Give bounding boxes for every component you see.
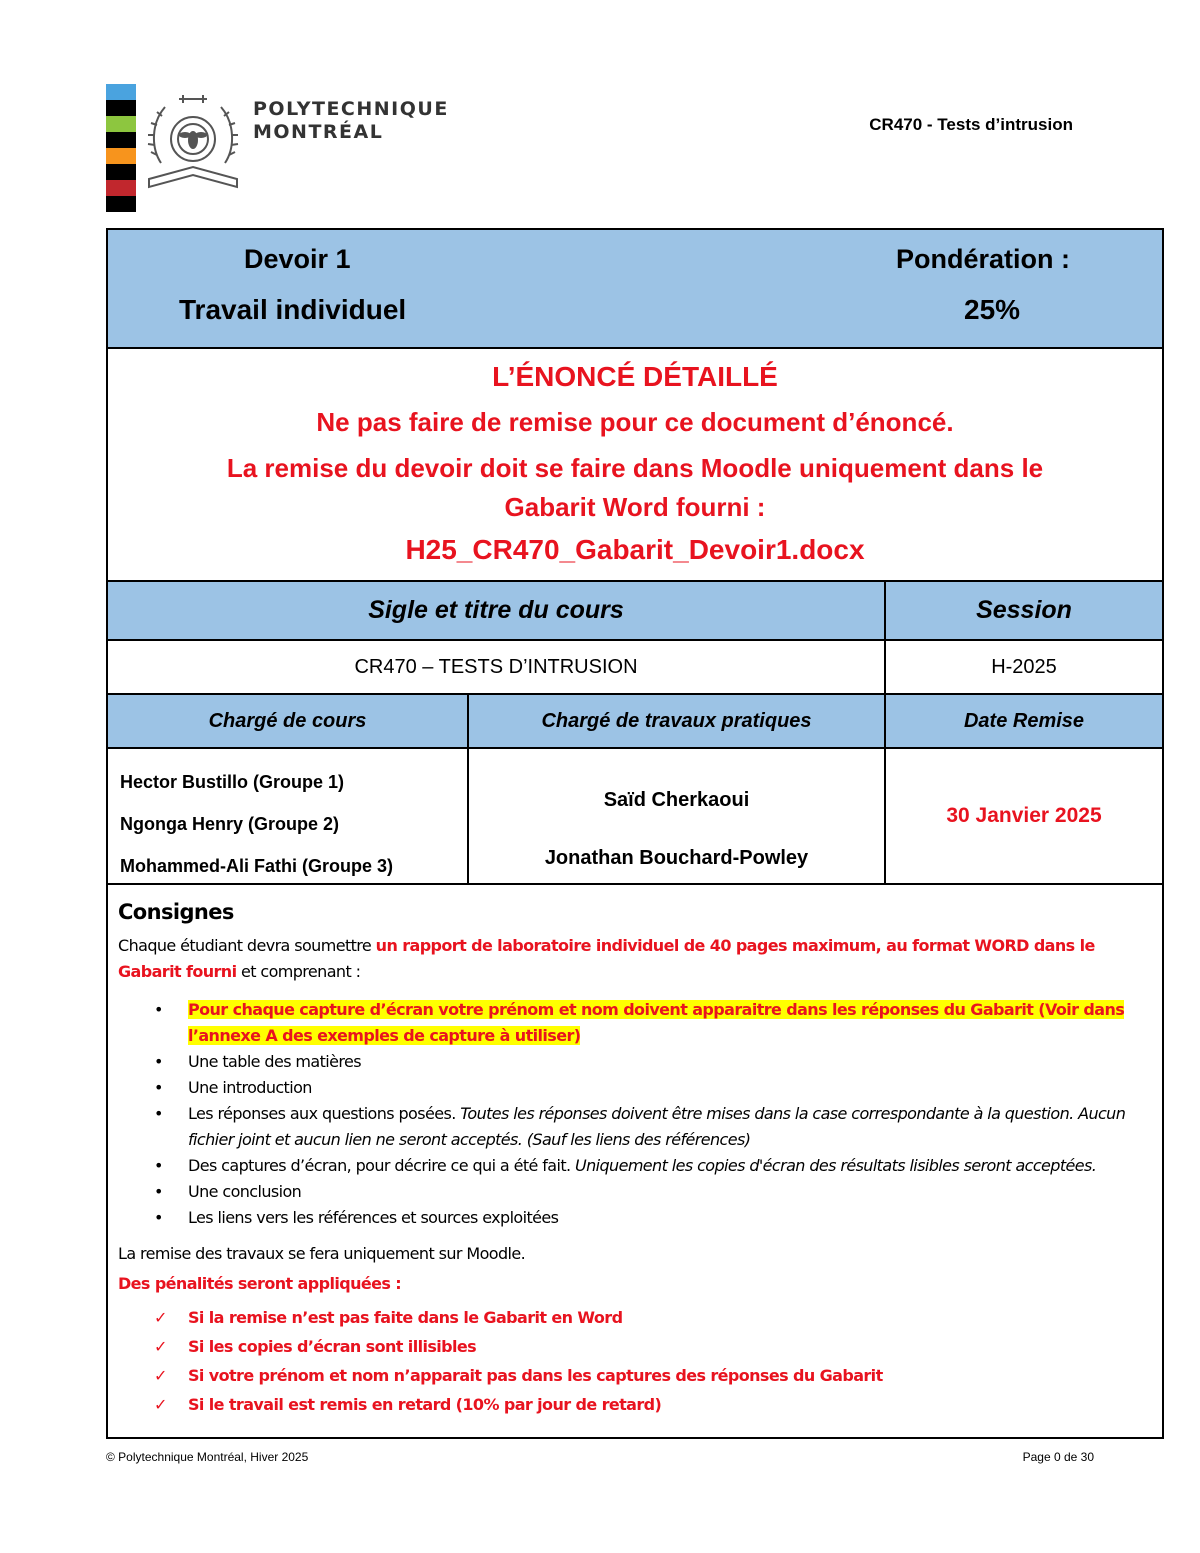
charge-cours-1: Hector Bustillo (Groupe 1): [120, 772, 345, 792]
footer-page-number: Page 0 de 30: [1022, 1450, 1094, 1464]
penalites-list: [118, 1303, 1154, 1419]
brand-name: [253, 98, 449, 144]
bullet-icon: •: [154, 1208, 163, 1227]
bullet-icon: •: [154, 1000, 163, 1019]
date-header: Date Remise: [963, 709, 1085, 732]
penalites-title: Des pénalités seront appliquées :: [118, 1274, 402, 1293]
item-text: Une conclusion: [188, 1182, 302, 1201]
charge-tp-1: Saïd Cherkaoui: [603, 789, 750, 811]
brand-line-1: POLYTECHNIQUE: [253, 98, 449, 120]
date-remise-value: 30 Janvier 2025: [946, 804, 1102, 827]
charge-cours-header: Chargé de cours: [108, 695, 469, 747]
ponderation-value: 25%: [964, 294, 1021, 325]
title-block: [108, 230, 1162, 349]
checkmark-icon: ✓: [154, 1308, 167, 1327]
enonce-moodle: La remise du devoir doit se faire dans Moodle uniquement dans le: [226, 453, 1044, 483]
intro-red: un rapport de laboratoire individuel de 40 pages maximum, au format WORD dans le Gabarit fourni: [118, 936, 1095, 981]
charge-cours-3: Mohammed-Ali Fathi (Groupe 3): [120, 856, 394, 876]
highlight-text: Pour chaque capture d’écran votre prénom et nom doivent apparaitre dans les réponses du Gabarit (Voir dans l’annexe A des exemples de capture à utiliser): [188, 1000, 1125, 1045]
item-text: Si le travail est remis en retard (10% par jour de retard): [188, 1395, 662, 1414]
item-text: Les liens vers les références et sources exploitées: [188, 1208, 559, 1227]
list-item: [118, 997, 1154, 1049]
list-item: [118, 1361, 1154, 1390]
staff-header-row: [108, 695, 1162, 749]
ponderation-label: Pondération :: [896, 244, 1070, 274]
bullet-icon: •: [154, 1104, 163, 1123]
assignment-table: [106, 228, 1164, 1439]
charge-tp-header: Chargé de travaux pratiques: [469, 695, 886, 747]
enonce-filename: H25_CR470_Gabarit_Devoir1.docx: [405, 534, 865, 565]
item-text: Une introduction: [188, 1078, 312, 1097]
list-item: [118, 1075, 1154, 1101]
consignes-block: [108, 885, 1162, 1437]
brand-line-2: MONTRÉAL: [253, 121, 384, 143]
item-text: Si votre prénom et nom n’apparait pas dans les captures des réponses du Gabarit: [188, 1366, 883, 1385]
enonce-gabarit: Gabarit Word fourni :: [504, 492, 766, 522]
list-item: [118, 1205, 1154, 1231]
bullet-icon: •: [154, 1078, 163, 1097]
remise-text: La remise des travaux se fera uniquement sur Moodle.: [118, 1244, 526, 1263]
item-italic: Uniquement les copies d'écran des résultats lisibles seront acceptées.: [574, 1156, 1097, 1175]
list-item: [118, 1303, 1154, 1332]
course-value-row: [108, 641, 1162, 695]
item-text: Les réponses aux questions posées.: [188, 1104, 461, 1123]
list-item: [118, 1153, 1154, 1179]
charge-tp-2: Jonathan Bouchard-Powley: [544, 847, 809, 869]
logo-color-bar: [106, 84, 136, 212]
item-text: Une table des matières: [188, 1052, 361, 1071]
item-text: Si les copies d’écran sont illisibles: [188, 1337, 477, 1356]
enonce-no-submit: Ne pas faire de remise pour ce document d’énoncé.: [316, 407, 954, 437]
item-text: Si la remise n’est pas faite dans le Gabarit en Word: [188, 1308, 623, 1327]
item-text: Des captures d’écran, pour décrire ce qui a été fait.: [188, 1156, 575, 1175]
polytechnique-seal-icon: [143, 93, 248, 198]
list-item: [118, 1049, 1154, 1075]
charges-tp-list: [469, 749, 886, 883]
checkmark-icon: ✓: [154, 1395, 167, 1414]
course-header-row: [108, 582, 1162, 641]
list-item: [118, 1101, 1154, 1153]
consignes-intro: [118, 933, 1154, 985]
list-item: [118, 1179, 1154, 1205]
list-item: [118, 1390, 1154, 1419]
sigle-value: CR470 – TESTS D’INTRUSION: [108, 641, 886, 693]
checkmark-icon: ✓: [154, 1337, 167, 1356]
checkmark-icon: ✓: [154, 1366, 167, 1385]
bullet-icon: •: [154, 1182, 163, 1201]
charges-cours-list: [108, 749, 469, 883]
enonce-title: L’ÉNONCÉ DÉTAILLÉ: [492, 361, 778, 392]
consignes-title: Consignes: [118, 900, 234, 924]
footer-copyright: © Polytechnique Montréal, Hiver 2025: [106, 1450, 309, 1464]
intro-end: et comprenant :: [236, 962, 361, 981]
bullet-icon: •: [154, 1052, 163, 1071]
intro-start: Chaque étudiant devra soumettre: [118, 936, 376, 955]
item-italic: Toutes les réponses doivent être mises dans la case correspondante à la question. Aucun fichier joint et aucun lien ne seront acceptés. (Sauf les liens des références): [188, 1104, 1126, 1149]
bullet-icon: •: [154, 1156, 163, 1175]
consignes-list: [118, 997, 1154, 1231]
charge-cours-2: Ngonga Henry (Groupe 2): [120, 814, 340, 834]
session-header: Session: [976, 596, 1072, 624]
devoir-label: Devoir 1: [244, 244, 351, 274]
course-header: CR470 - Tests d’intrusion: [869, 115, 1073, 134]
enonce-block: [108, 349, 1162, 582]
travail-label: Travail individuel: [179, 294, 407, 325]
staff-value-row: [108, 749, 1162, 885]
session-value: H-2025: [991, 655, 1057, 678]
sigle-header: Sigle et titre du cours: [108, 582, 886, 639]
list-item: [118, 1332, 1154, 1361]
